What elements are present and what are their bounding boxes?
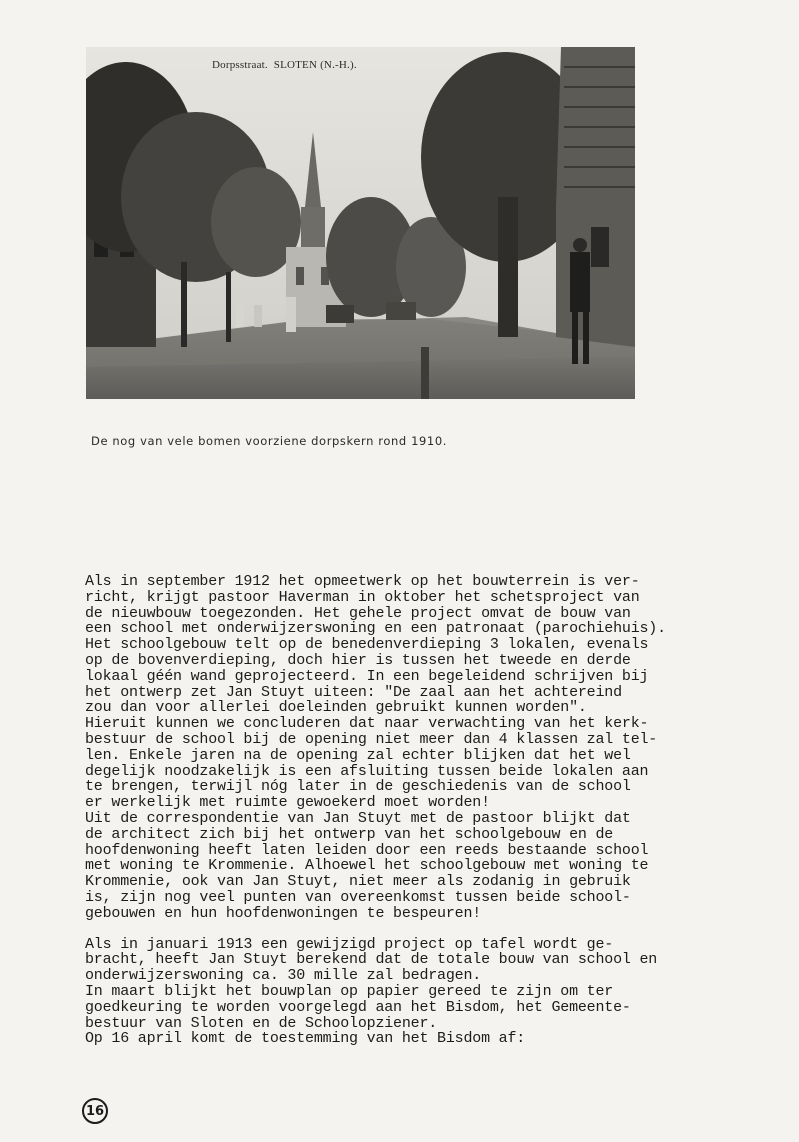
text-line: de architect zich bij het ontwerp van het schoolgebouw en de xyxy=(85,825,614,843)
text-line: len. Enkele jaren na de opening zal echter blijken dat het wel xyxy=(85,746,631,764)
text-line: de nieuwbouw toegezonden. Het gehele project omvat de bouw van xyxy=(85,604,631,622)
text-line: goedkeuring te worden voorgelegd aan het Bisdom, het Gemeente- xyxy=(85,998,631,1016)
text-line: hoofdenwoning heeft laten leiden door een reeds bestaande school xyxy=(85,841,649,859)
text-line: te brengen, terwijl nóg later in de geschiedenis van de school xyxy=(85,778,631,796)
text-line: Als in september 1912 het opmeetwerk op het bouwterrein is ver- xyxy=(85,573,640,590)
text-line: onderwijzerswoning ca. 30 mille zal bedragen. xyxy=(85,967,482,985)
text-line: op de bovenverdieping, doch hier is tussen het tweede en derde xyxy=(85,651,631,669)
photo-caption: De nog van vele bomen voorziene dorpskern rond 1910. xyxy=(91,434,447,448)
photo-print-caption: Dorpsstraat. SLOTEN (N.-H.). xyxy=(212,59,357,71)
text-line: er werkelijk met ruimte gewoekerd moet worden! xyxy=(85,794,490,812)
text-line: bestuur van Sloten en de Schoolopziener. xyxy=(85,1014,438,1032)
text-line: degelijk noodzakelijk is een afsluiting tussen beide lokalen aan xyxy=(85,762,649,780)
text-line: een school met onderwijzerswoning en een patronaat (parochiehuis). xyxy=(85,620,666,638)
text-line: gebouwen en hun hoofdenwoningen te bespeuren! xyxy=(85,904,482,922)
text-line: Hieruit kunnen we concluderen dat naar verwachting van het kerk- xyxy=(85,715,649,733)
text-line: zou dan voor allerlei doeleinden gebruikt kunnen worden". xyxy=(85,699,587,717)
paragraph-gap xyxy=(85,922,765,937)
text-line: het ontwerp zet Jan Stuyt uiteen: "De zaal aan het achtereind xyxy=(85,683,622,701)
text-line: met woning te Krommenie. Alhoewel het schoolgebouw met woning te xyxy=(85,857,649,875)
text-line: Uit de correspondentie van Jan Stuyt met de pastoor blijkt dat xyxy=(85,809,631,827)
text-line: Op 16 april komt de toestemming van het Bisdom af: xyxy=(85,1030,526,1048)
text-line: Het schoolgebouw telt op de benedenverdieping 3 lokalen, evenals xyxy=(85,636,649,654)
body-text xyxy=(85,574,765,1047)
text-line: Als in januari 1913 een gewijzigd project op tafel wordt ge- xyxy=(85,935,614,953)
historic-street-photo xyxy=(86,47,635,399)
text-line: lokaal géén wand geprojecteerd. In een begeleidend schrijven bij xyxy=(85,667,649,685)
text-line: is, zijn nog veel punten van overeenkomst tussen beide school- xyxy=(85,888,631,906)
text-line: bracht, heeft Jan Stuyt berekend dat de totale bouw van school en xyxy=(85,951,658,969)
text-line: In maart blijkt het bouwplan op papier gereed te zijn om ter xyxy=(85,982,614,1000)
street-scene-illustration xyxy=(86,47,635,399)
text-line: richt, krijgt pastoor Haverman in oktober het schetsproject van xyxy=(85,588,640,606)
text-line: bestuur de school bij de opening niet meer dan 4 klassen zal tel- xyxy=(85,730,658,748)
page-number: 16 xyxy=(82,1098,108,1124)
text-line: Krommenie, ook van Jan Stuyt, niet meer als zodanig in gebruik xyxy=(85,873,631,891)
